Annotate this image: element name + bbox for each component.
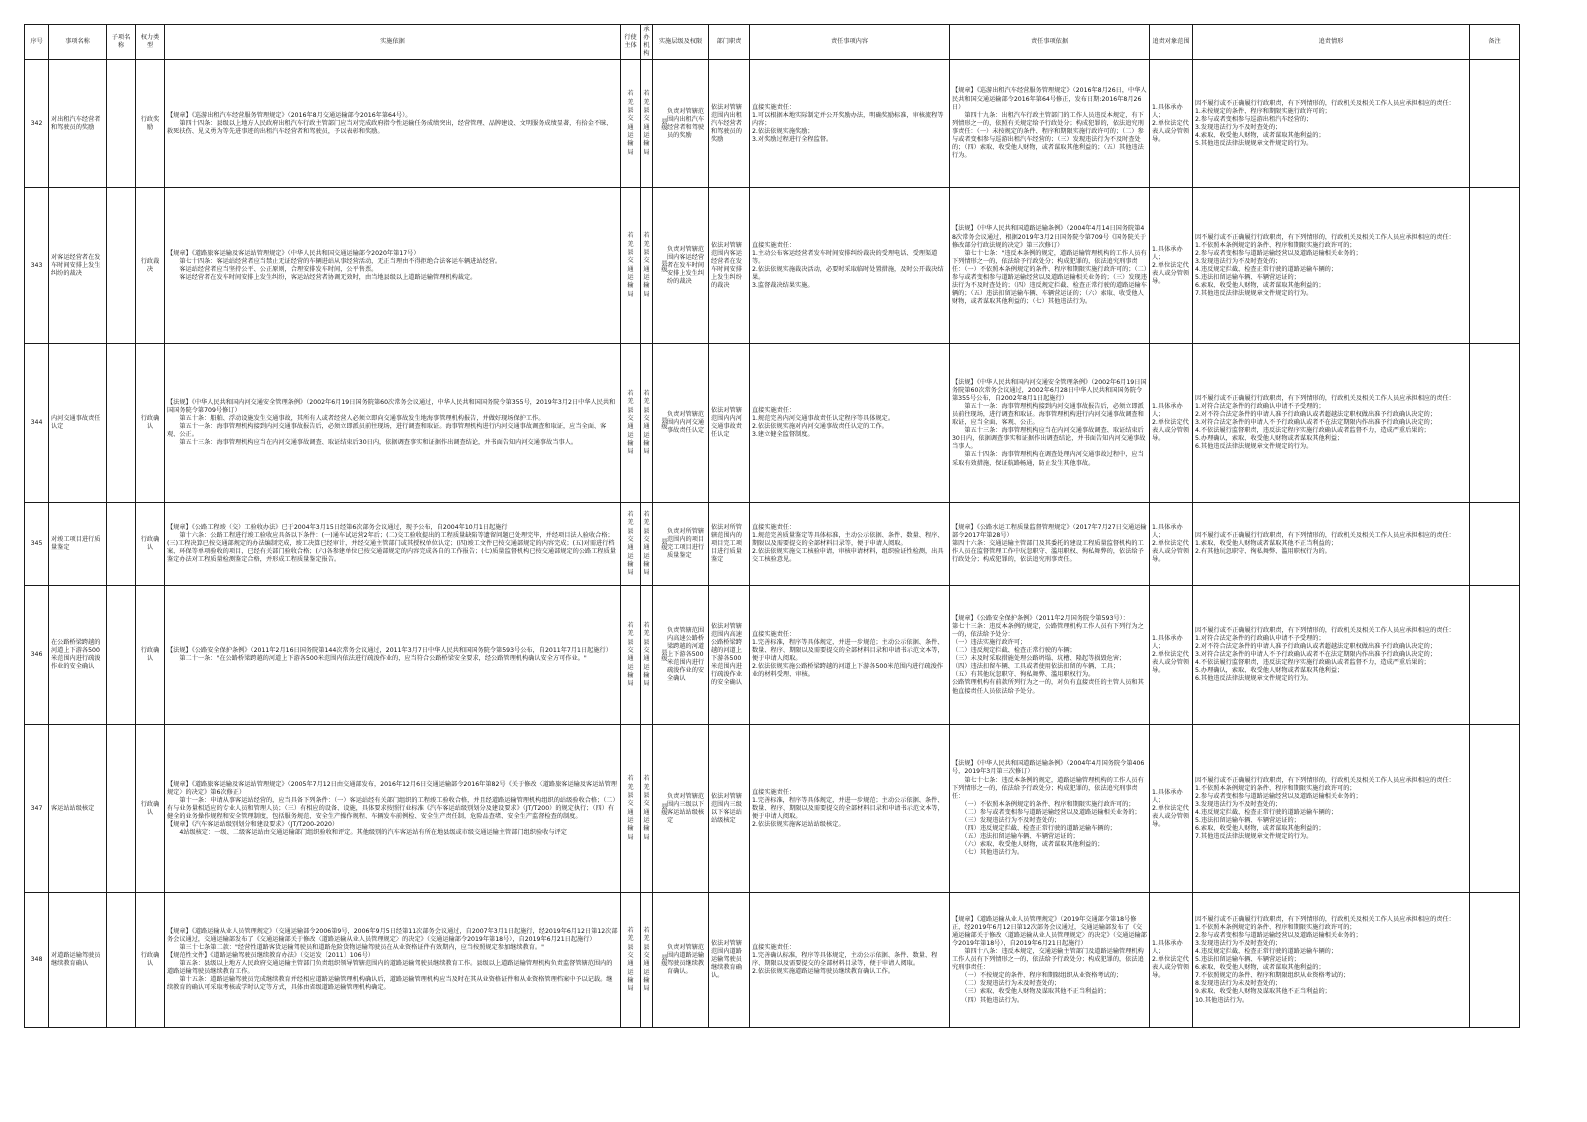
subject — [621, 503, 641, 586]
duty-basis: 【规章】《公路水运工程质量监督管理规定》（2017年7月27日交通运输部令2017年第28号） 第四十六条：交通运输主管部门及其委托的建设工程质量监督机构的工作人员在监督管理工作中玩忽职守、滥用职权、徇私舞弊的，依法给予行政处分；构成犯罪的，依法追究刑事责任。 — [950, 503, 1150, 586]
dept-duty: 依法对管辖范围内道路运输驾驶员继续教育确认。 — [709, 893, 750, 1028]
undertake-text: 若羌县交通运输局 — [643, 621, 650, 688]
sub-item — [107, 60, 136, 188]
table-row — [25, 344, 1520, 503]
legal-basis: 【法规】《公路安全保护条例》（2011年2月16日国务院第144次常务会议通过，2011年3月7日中华人民共和国国务院令第593号公布，自2011年7月1日起施行） 第二十一条："在公路桥梁跨越的河道上下游各500米范围内依法进行疏浚作业的，应当符合公路桥梁安全要求，经公路管理机构确认安全方可作业。" — [165, 586, 621, 725]
subject — [621, 893, 641, 1028]
col-header-duty-basis: 责任事项依据 — [950, 25, 1150, 60]
legal-basis: 【规章】《道路旅客运输及客运站管理规定》（中华人民共和国交通运输部令2020年第17号） 第七十四条：客运站经营者应当禁止无证经营的车辆进站从事经营活动，无正当理由不得拒绝合法客运车辆进站经营。 客运站经营者应当坚持公平、公正原则，合理安排发车时间，公平售票。 客运经营者在发车时间安排上发生纠纷，客运站经营者协调无效时，由当地县级以上道路运输管理机构裁定。 — [165, 188, 621, 344]
power-type: 行政奖励 — [136, 60, 165, 188]
row-no: 346 — [25, 586, 49, 725]
row-no: 342 — [25, 60, 49, 188]
duty-basis: 【规章】《公路安全保护条例》（2011年2月国务院令第593号）： 第七十三条：违反本条例的规定，公路管理机构工作人员有下列行为之一的，依法给予处分： （一）违法实施行政许可； （二）违反规定拦截、检查正常行驶的车辆； （三）未及时采取措施处理公路坍塌、坑槽、隆起等损毁危害； （四）违法扣留车辆、工具或者使用依法扣留的车辆、工具； （五）有其他玩忽职守、徇私舞弊、滥用职权行为。 公路管理机构有前款所列行为之一的，对负有直接责任的主管人员和其他直接责任人员依法给予处分。 — [950, 586, 1150, 725]
dept-duty: 依法对所管辖范围内的项目完工项目进行质量鉴定 — [709, 503, 750, 586]
duty-content: 直接实施责任： 1.可以根据本地实际制定并公开奖励办法，明确奖励标准，审核流程等内容； 2.依法依规实施奖励； 3.对奖励过程进行全程监督。 — [750, 60, 950, 188]
undertake-text: 若羌县交通运输局 — [643, 775, 650, 841]
col-header-type: 权力类型 — [136, 25, 165, 60]
subject — [621, 188, 641, 344]
header-row — [25, 25, 1520, 60]
table-row — [25, 586, 1520, 725]
undertake — [641, 586, 653, 725]
item-name: 对道路运输驾驶员继续教育确认 — [49, 893, 107, 1028]
table-row — [25, 60, 1520, 188]
legal-basis: 【规章】《巡游出租汽车经营服务管理规定》（2016年8月交通运输部令2016年第64号）。 第四十四条：县级以上地方人民政府出租汽车行政主管部门应当对完成政府指令性运输任务成绩突出，经营管理、品牌建设、文明服务成绩显著，有拾金不昧、救死扶伤、见义勇为等先进事迹的出租汽车经营者和驾驶员，予以表彰和奖励。 — [165, 60, 621, 188]
duty-basis: 【法规】《中华人民共和国道路运输条例》（2004年4月14日国务院第48次常务会议通过，根据2019年3月2日国务院令第709号《国务院关于修改部分行政法规的决定》第三次修订） 第七十七条："违反本条例的规定，道路运输管理机构的工作人员有下列情形之一的，依法给予行政处分；构成犯罪的，依法追究刑事责任：（一）不依照本条例规定的条件、程序和期限实施行政许可的；（二）参与或者变相参与道路运输经营以及道路运输相关业务的；（三）发现违法行为不及时查处的；（四）违反规定拦截、检查正常行驶的道路运输车辆的；（五）违法扣留运输车辆、车辆营运证的；（六）索取、收受他人财物，或者谋取其他利益的；（七）其他违法行为。 — [950, 188, 1150, 344]
accountability-cases: 因不履行或不正确履行行政职责，有下列情形的，行政机关及相关工作人员应承担相应的责任： 1.未按规定的条件、程序和期限实施行政许可的； 2.参与或者变相参与巡游出租汽车经营的； 3.发现违法行为不及时查处的； 4.索取、收受他人财物，或者谋取其他利益的； 5.其他违反法律法规规章文件规定的行为。 — [1193, 60, 1470, 188]
row-no: 344 — [25, 344, 49, 503]
duty-basis: 【法规】《中华人民共和国内河交通安全管理条例》（2002年6月19日国务院第60次常务会议通过，2002年6月28日中华人民共和国国务院令第355号公布，自2002年8月1日起施行） 第五十一条：海事管理机构接到内河交通事故报告后，必须立即派员前往现场，进行调查和取证。海事管理机构进行内河交通事故调查和取证，应当全面、客观、公正。 第五十三条：海事管理机构应当在内河交通事故调查、取证结束后30日内，依据调查事实和证据作出调查结论，并书面告知内河交通事故当事人。 第五十四条：海事管理机构在调查处理内河交通事故过程中，应当采取有效措施，保证航路畅通，防止发生其他事故。 — [950, 344, 1150, 503]
accountability-cases: 因不履行或不正确履行行政职责，有下列情形的，行政机关及相关工作人员应承担相应的责任： 1.不依照本条例规定的条件、程序和期限实施行政许可的； 2.参与或者变相参与道路运输经营以及道路运输相关业务的； 3.发现违法行为不及时查处的； 4.违反规定拦截、检查正常行驶的道路运输车辆的； 5.违法扣留运输车辆、车辆营运证的； 6.索取、收受他人财物，或者谋取其他利益的； 7.其他违反法律法规规章文件规定的行为。 — [1193, 188, 1470, 344]
undertake-text: 若羌县交通运输局 — [643, 232, 650, 298]
sub-item — [107, 188, 136, 344]
subject-text: 若羌县交通运输局 — [627, 775, 634, 841]
legal-basis: 【法规】《中华人民共和国内河交通安全管理条例》（2002年6月19日国务院第60次常务会议通过，中华人民共和国国务院令第355号，2019年3月2日中华人民共和国国务院令第709号修订） 第五十条：船舶、浮动设施发生交通事故，其所有人或者经营人必须立即向交通事故发生地海事管理机构报告，并做好现场保护工作。 第五十一条：海事管理机构接到内河交通事故报告后，必须立即派员前往现场，进行调查和取证。海事管理机构进行内河交通事故调查和取证，应当全面、客观、公正。 第五十三条：海事管理机构应当在内河交通事故调查、取证结束后30日内，依据调查事实和证据作出调查结论，并书面告知内河交通事故当事人。 — [165, 344, 621, 503]
dept-duty: 依法对管辖范围内出租汽车经营者和驾驶员的奖励 — [709, 60, 750, 188]
subject — [621, 60, 641, 188]
level-desc: 负责对管辖范围内出租汽车经营者和驾驶员的奖励 — [667, 107, 705, 139]
level-tag: 县级 — [660, 117, 667, 130]
col-header-level: 实施层级及权限 — [653, 25, 709, 60]
level — [653, 586, 709, 725]
level — [653, 344, 709, 503]
table-row — [25, 725, 1520, 893]
undertake — [641, 60, 653, 188]
notes — [1470, 725, 1520, 893]
notes — [1470, 344, 1520, 503]
level — [653, 725, 709, 893]
duty-basis: 【规章】《巡游出租汽车经营服务管理规定》（2016年8月26日，中华人民共和国交通运输部令2016年第64号修正，发布日期:2016年8月26日） 第四十九条：出租汽车行政主管部门的工作人员违反本规定，有下列情形之一的，依照有关规定给予行政处分；构成犯罪的，依法追究刑事责任：（一）未按规定的条件、程序和期限实施行政许可的；（二）参与或者变相参与巡游出租汽车经营的；（三）发现违法行为不及时查处的；（四）索取、收受他人财物，或者谋取其他利益的；（五）其他违法行为。 — [950, 60, 1150, 188]
table-row — [25, 503, 1520, 586]
undertake-text: 若羌县交通运输局 — [643, 510, 650, 577]
notes — [1470, 188, 1520, 344]
duty-content: 直接实施责任： 1.完善标准，程序等具体规定，并进一步规范；主动公示依据、条件、数量、程序、期限以及需要提交的全部材料目录和申请书示范文本等，便于申请人阅取。 2.依法依规实施客运站站级核定。 — [750, 725, 950, 893]
col-header-subject: 行使主体 — [621, 25, 641, 60]
duty-content: 直接实施责任： 1.规范完善内河交通事故责任认定程序等具体规定。 2.依法依规实施对内河交通事故责任认定的工作。 3.建立健全监督制度。 — [750, 344, 950, 503]
row-no: 347 — [25, 725, 49, 893]
duty-content: 直接实施责任： 1.主动公布客运经营者发车时间安排纠纷裁决的受理电话、受理渠道等。 2.依法依规实施裁决活动，必要时采取临时处置措施，及时公开裁决结果。 3.监督裁决结果实施。 — [750, 188, 950, 344]
col-header-duty: 部门职责 — [709, 25, 750, 60]
col-header-basis: 实施依据 — [165, 25, 621, 60]
col-header-content: 责任事项内容 — [750, 25, 950, 60]
notes — [1470, 503, 1520, 586]
item-name: 在公路桥梁跨越的河道上下游各500米范围内进行疏浚作业的安全确认 — [49, 586, 107, 725]
col-header-no: 序号 — [25, 25, 49, 60]
sub-item — [107, 893, 136, 1028]
legal-basis: 【规章】《道路旅客运输及客运站管理规定》（2005年7月12日由交通部发布，2016年12月6日交通运输部令2016年第82号《关于修改〈道路旅客运输及客运站管理规定〉的决定》第6次修正） 第十一条：申请从事客运站经营的，应当具备下列条件：（一）客运站经有关部门组织的工程竣工验收合格，并且经道路运输管理机构组织的站级验收合格；（二）有与业务量相适应的专业人员和管理人员；（三）有相应的设备、设施，具体要求按照行业标准《汽车客运站级别划分及建设要求》（JT/T200）的规定执行；（四）有健全的业务操作规程和安全管理制度，包括服务规范、安全生产操作规程、车辆发车前例检、安全生产责任制，危险品查堵、安全生产监督检查的制度。 【规章】《汽车客运站级别划分和建设要求》（JT/T200-2020） 4站级核定：一级、二级客运站由交通运输部门组织验收和评定。其他级别的汽车客运站有所在地县级或市级交通运输主管部门组织验收与评定 — [165, 725, 621, 893]
legal-basis: 【规章】《道路运输从业人员管理规定》（交通运输部令2006第9号，2006年9月5日经第11次部务会议通过，自2007年3月1日起施行，经2019年6月12日第12次部务会议通过，交通运输部发布了《交通运输部关于修改〈道路运输从业人员管理规定〉的决定》（交通运输部令2019年第18号），自2019年6月21日起施行） 第三十七条第二款："经营性道路客货运输驾驶员和道路危险货物运输驾驶员在从业资格证件有效期内，应当按照规定参加继续教育。" 【规范性文件】《道路运输驾驶员继续教育办法》（交运发〔2011〕106号） 第五条：县级以上地方人民政府交通运输主管部门负责组织领导管辖范围内的道路运输驾驶员继续教育工作。县级以上道路运输管理机构负责监督管辖范围内的道路运输驾驶员继续教育工作。 第十五条：道路运输驾驶员完成继续教育并经相应道路运输管理机构确认后，道路运输管理机构应当及时在其从业资格证件和从业资格管理档案中予以记载。继续教育的确认可采取考核或学时认定等方式，具体由省级道路运输管理机构确定。 — [165, 893, 621, 1028]
duty-content: 直接实施责任： 1.规范完善质量鉴定等具体标准，主动公示依据、条件、数量、程序、期限以及需要提交的全部材料目录等，便于申请人阅取。 2.依法依规实施交工核验申请，审核申请材料，组织验证性检测，出具交工核验意见。 — [750, 503, 950, 586]
subject — [621, 586, 641, 725]
dept-duty: 依法对管辖范围内三级以下客运站站级核定 — [709, 725, 750, 893]
subject — [621, 725, 641, 893]
undertake — [641, 188, 653, 344]
item-name: 对竣工项目进行质量鉴定 — [49, 503, 107, 586]
row-no: 343 — [25, 188, 49, 344]
undertake — [641, 893, 653, 1028]
subject — [621, 344, 641, 503]
level-tag: 县级 — [660, 259, 667, 272]
duty-content: 直接实施责任： 1.完善标准，程序等具体规定，并进一步规范；主动公示依据、条件、数量、程序、期限以及需要提交的全部材料目录和申请书示范文本等，便于申请人阅取。 2.依法依规实施公路桥梁跨越的河道上下游各500米范围内进行疏浚作业的材料受理、审核。 — [750, 586, 950, 725]
accountability-scope: 1.具体承办人； 2.单位法定代表人或分管领导。 — [1150, 893, 1193, 1028]
subject-text: 若羌县交通运输局 — [627, 389, 634, 456]
level-tag: 县级 — [660, 538, 667, 551]
accountability-scope: 1.具体承办人； 2.单位法定代表人或分管领导。 — [1150, 503, 1193, 586]
table-row — [25, 893, 1520, 1028]
accountability-cases: 因不履行或不正确履行行政职责，有下列情形的，行政机关及相关工作人员应承担相应的责任： 1.对符合法定条件的行政确认申请不予受理的； 2.对不符合法定条件的申请人准予行政确认或者超越法定职权做出准予行政确认决定的； 3.对符合法定条件的申请人不予行政确认或者不在法定期限内作出准予行政确认决定的； 4.不依法履行监督职责，违反法定程序实施行政确认或者监督不力，造成严重后果的； 5.办理确认，索取、收受他人财物或者谋取其他利益； 6.其他违反法律法规规章文件规定的行为。 — [1193, 344, 1470, 503]
accountability-cases: 因不履行或不正确履行行政职责，有下列情形的，行政机关及相关工作人员应承担相应的责任： 1.不依照本条例规定的条件、程序和期限实施行政许可的； 2.参与或者变相参与道路运输经营以及道路运输相关业务的； 3.发现违法行为不及时查处的； 4.违反规定拦截、检查正常行驶的道路运输车辆的； 5.违法扣留运输车辆、车辆营运证的； 6.索取、收受他人财物，或者谋取其他利益的； 7.不依照规定的条件、程序和期限组织从业资格考试的； 8.发现违法行为未及时查处的； 9.索取、收受他人财物及谋取其他不正当利益的； 10.其他违法行为。 — [1193, 893, 1470, 1028]
level — [653, 503, 709, 586]
accountability-scope: 1.具体承办人； 2.单位法定代表人或分管领导。 — [1150, 60, 1193, 188]
notes — [1470, 893, 1520, 1028]
col-header-sub: 子项名称 — [107, 25, 136, 60]
dept-duty: 依法对管辖范围内高速公路桥梁跨越的河道上下游各500米范围内进行疏浚作业的安全确认 — [709, 586, 750, 725]
item-name: 内河交通事故责任认定 — [49, 344, 107, 503]
power-type: 行政裁决 — [136, 188, 165, 344]
sub-item — [107, 725, 136, 893]
duty-content: 直接实施责任： 1.完善确认标准，程序等具体规定，主动公示依据、条件、数量、程序、期限以及需要提交的全部材料目录等，便于申请人阅取。 2.依法依规实施道路运输驾驶员继续教育确认工作。 — [750, 893, 950, 1028]
power-type: 行政确认 — [136, 344, 165, 503]
duty-basis: 【法规】《中华人民共和国道路运输条例》（2004年4月国务院令第406号，2019年3月第三次修订） 第七十七条：违反本条例的规定，道路运输管理机构的工作人员有下列情形之一的，依法给予行政处分；构成犯罪的，依法追究刑事责任： （一）不依照本条例规定的条件、程序和期限实施行政许可的； （二）参与或者变相参与道路运输经营以及道路运输相关业务的； （三）发现违法行为不及时查处的； （四）违反规定拦截、检查正常行驶的道路运输车辆的； （五）违法扣留运输车辆、车辆营运证的； （六）索取、收受他人财物，或者谋取其他利益的； （七）其他违法行为。 — [950, 725, 1150, 893]
accountability-cases: 因不履行或不正确履行行政职责，有下列情形的，行政机关及相关工作人员应承担相应的责任： 1.不依照本条例规定的条件、程序和期限实施行政许可的； 2.参与或者变相参与道路运输经营以及道路运输相关业务的； 3.发现违法行为不及时查处的； 4.违反规定拦截、检查正常行驶的道路运输车辆的； 5.违法扣留运输车辆、车辆营运证的； 6.索取、收受他人财物，或者谋取其他利益的； 7.其他违反法律法规规章文件规定的行为。 — [1193, 725, 1470, 893]
undertake-text: 若羌县交通运输局 — [643, 926, 650, 993]
accountability-scope: 1.具体承办人； 2.单位法定代表人或分管领导。 — [1150, 725, 1193, 893]
undertake-text: 若羌县交通运输局 — [643, 389, 650, 456]
power-type: 行政确认 — [136, 503, 165, 586]
col-header-notes: 备注 — [1470, 25, 1520, 60]
level-tag: 县级 — [660, 649, 667, 662]
subject-text: 若羌县交通运输局 — [627, 621, 634, 688]
undertake — [641, 344, 653, 503]
level-desc: 负责对管辖范围内三级以下客运站站级核定 — [667, 792, 705, 824]
legal-basis: 【规章】《公路工程竣（交）工验收办法》已于2004年3月15日经第6次部务会议通过，现予公布，自2004年10月1日起施行 第十六条：公路工程进行竣工验收应具备以下条件：(一)通车试运营2年后；(二)交工验收提出的工程质量缺陷等遗留问题已处理完毕，并经项目法人验收合格；(三)工程决算已按交通部规定的办法编制完成，竣工决算已经审计，并经交通主管部门或其授权单位认定；(四)竣工文件已按交通部规定的内容完成；(五)对需进行档案、环保等单项验收的项目，已经有关部门验收合格；(六)各参建单位已按交通部规定的内容完成各自的工作报告；(七)质量监督机构已按交通部规定的公路工程质量鉴定办法对工程质量检测鉴定合格，并形成工程质量鉴定报告。 — [165, 503, 621, 586]
accountability-scope: 1.具体承办人； 2.单位法定代表人或分管领导。 — [1150, 344, 1193, 503]
power-type: 行政确认 — [136, 586, 165, 725]
level-tag: 县级 — [660, 802, 667, 815]
subject-text: 若羌县交通运输局 — [627, 510, 634, 577]
accountability-cases: 因不履行或不正确履行行政职责，有下列情形的，行政机关及相关工作人员应承担相应的责任： 1.索取、收受他人财物或者谋取其他不正当利益的； 2.有其他玩忽职守、徇私舞弊、滥用职权行为的。 — [1193, 503, 1470, 586]
power-list-table — [24, 24, 1520, 1028]
row-no: 345 — [25, 503, 49, 586]
undertake — [641, 725, 653, 893]
subject-text: 若羌县交通运输局 — [627, 90, 634, 156]
item-name: 对出租汽车经营者和驾驶员的奖励 — [49, 60, 107, 188]
col-header-undertake: 承办机构 — [641, 25, 653, 60]
duty-basis: 【规章】《道路运输从业人员管理规定》（2019年交通部令第18号修正，经2019年6月12日第12次部务会议通过，交通运输部发布了《交通运输部关于修改〈道路运输从业人员管理规定〉的决定》（交通运输部令2019年第18号），自2019年6月21日起施行） 第四十八条：违反本规定，交通运输主管部门及道路运输管理机构工作人员有下列情形之一的，依法给予行政处分；构成犯罪的，依法追究刑事责任： （一）不按规定的条件、程序和期限组织从业资格考试的； （二）发现违法行为未及时查处的； （三）索取、收受他人财物及谋取其他不正当利益的； （四）其他违法行为。 — [950, 893, 1150, 1028]
subject-text: 若羌县交通运输局 — [627, 232, 634, 298]
level-desc: 负责对所管辖范围内的项目完工项目进行质量鉴定 — [667, 528, 705, 560]
power-type: 行政确认 — [136, 893, 165, 1028]
undertake — [641, 503, 653, 586]
subject-text: 若羌县交通运输局 — [627, 926, 634, 993]
dept-duty: 依法对管辖范围内客运经营者在发车时间安排上发生纠纷的裁决 — [709, 188, 750, 344]
level-tag: 县级 — [660, 954, 667, 967]
col-header-scope: 追责对象范围 — [1150, 25, 1193, 60]
accountability-scope: 1.具体承办人； 2.单位法定代表人或分管领导。 — [1150, 586, 1193, 725]
notes — [1470, 586, 1520, 725]
level — [653, 60, 709, 188]
col-header-name: 事项名称 — [49, 25, 107, 60]
level — [653, 893, 709, 1028]
accountability-scope: 1.具体承办人； 2.单位法定代表人或分管领导。 — [1150, 188, 1193, 344]
level-desc: 负责对管辖范围内客运经营者在发车时间安排上发生纠纷的裁决 — [667, 245, 705, 285]
item-name: 客运站站级核定 — [49, 725, 107, 893]
undertake-text: 若羌县交通运输局 — [643, 90, 650, 156]
dept-duty: 依法对管辖范围内内河交通事故责任认定 — [709, 344, 750, 503]
notes — [1470, 60, 1520, 188]
table-row — [25, 188, 1520, 344]
level-desc: 负责对管辖范围内内河交通事故责任认定 — [667, 411, 705, 435]
sub-item — [107, 344, 136, 503]
level-desc: 负责对管辖范围内道路运输驾驶员继续教育确认。 — [667, 944, 705, 976]
col-header-cases: 追责情形 — [1193, 25, 1470, 60]
level — [653, 188, 709, 344]
accountability-cases: 因不履行或不正确履行行政职责，有下列情形的，行政机关及相关工作人员应承担相应的责任： 1.对符合法定条件的行政确认申请不予受理的； 2.对不符合法定条件的申请人准予行政确认或者超越法定职权做出准予行政确认决定的； 3.对符合法定条件的申请人不予行政确认或者不在法定期限内作出准予行政确认决定的； 4.不依法履行监督职责，违反法定程序实施行政确认或者监督不力，造成严重后果的； 5.办理确认，索取、收受他人财物或者谋取其他利益； 6.其他违反法律法规规章文件规定的行为。 — [1193, 586, 1470, 725]
sub-item — [107, 586, 136, 725]
power-type: 行政确认 — [136, 725, 165, 893]
row-no: 348 — [25, 893, 49, 1028]
item-name: 对客运经营者在发车时间安排上发生纠纷的裁决 — [49, 188, 107, 344]
level-desc: 负责管辖范围内高速公路桥梁跨越的河道上下游各500米范围内进行疏浚作业的安全确认 — [667, 627, 705, 683]
level-tag: 县级 — [660, 417, 667, 430]
sub-item — [107, 503, 136, 586]
